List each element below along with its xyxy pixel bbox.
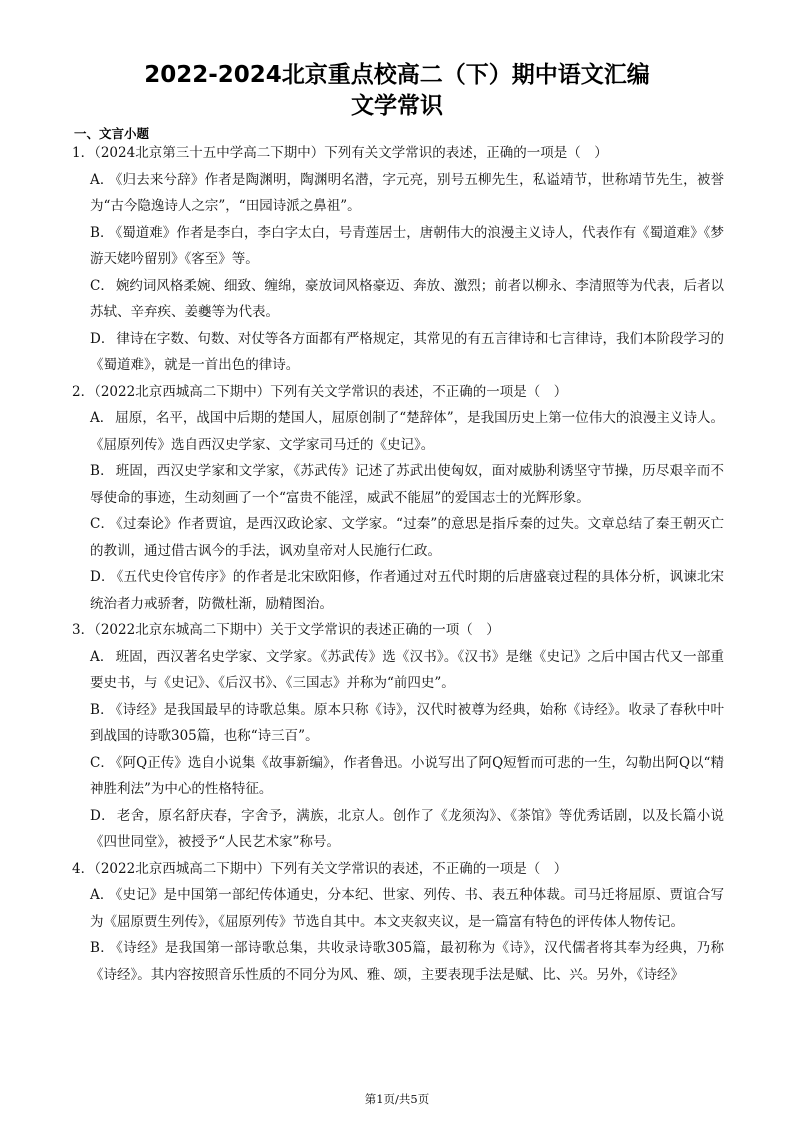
option-text: 《归去来兮辞》作者是陶渊明，陶渊明名潜，字元亮，别号五柳先生，私谥靖节，世称靖节先生，被誉为“古今隐逸诗人之宗”，“田园诗派之鼻祖”。 <box>90 171 725 214</box>
option-b <box>72 697 724 750</box>
option-text: 婉约词风格柔婉、细致、缠绵，豪放词风格豪迈、奔放、激烈；前者以柳永、李清照等为代表，后者以苏轼、辛弃疾、姜夔等为代表。 <box>90 277 724 320</box>
question-number: 3． <box>72 622 95 638</box>
option-text: 律诗在字数、句数、对仗等各方面都有严格规定，其常见的有五言律诗和七言律诗，我们本阶段学习的《蜀道难》，就是一首出色的律诗。 <box>90 330 725 373</box>
option-letter: C． <box>90 277 114 294</box>
option-letter: D． <box>90 330 115 347</box>
option-text: 屈原，名平，战国中后期的楚国人，屈原创制了“楚辞体”，是我国历史上第一位伟大的浪漫主义诗人。《屈原列传》选自西汉史学家、文学家司马迁的《史记》。 <box>90 410 724 453</box>
option-text: 《史记》是中国第一部纪传体通史，分本纪、世家、列传、书、表五种体裁。司马迁将屈原、贾谊合写为《屈原贾生列传》，《屈原列传》节选自其中。本文夹叙夹议，是一篇富有特色的评传体人物传记。 <box>90 887 725 930</box>
option-d <box>72 326 724 379</box>
option-letter: A． <box>90 171 114 188</box>
question-text: （2022北京东城高二下期中）关于文学常识的表述正确的一项（ ） <box>94 622 500 638</box>
option-d <box>72 564 724 617</box>
question-stem <box>72 856 724 883</box>
option-c <box>72 750 724 803</box>
question-text: （2022北京西城高二下期中）下列有关文学常识的表述，不正确的一项是（ ） <box>94 860 568 877</box>
question-text: （2022北京西城高二下期中）下列有关文学常识的表述，不正确的一项是（ ） <box>94 383 568 400</box>
question-1 <box>72 140 724 379</box>
option-text: 班固，西汉著名史学家、文学家。《苏武传》选《汉书》。《汉书》是继《史记》之后中国古代又一部重要史书，与《史记》、《后汉书》、《三国志》并称为“前四史”。 <box>90 648 725 691</box>
option-text: 老舍，原名舒庆春，字舍予，满族，北京人。创作了《龙须沟》、《茶馆》等优秀话剧，以及长篇小说《四世同堂》，被授予“人民艺术家”称号。 <box>90 807 724 850</box>
option-letter: D． <box>90 807 115 824</box>
option-letter: D． <box>90 569 115 585</box>
option-letter: A． <box>90 887 114 903</box>
question-number: 4． <box>72 860 95 877</box>
option-text: 《过秦论》作者贾谊，是西汉政论家、文学家。“过秦”的意思是指斥秦的过失。文章总结了秦王朝灭亡的教训，通过借古讽今的手法，讽劝皇帝对人民施行仁政。 <box>90 516 724 559</box>
option-text: 《阿Q正传》选自小说集《故事新编》，作者鲁迅。小说写出了阿Q短暂而可悲的一生，勾勒出阿Q以“精神胜利法”为中心的性格特征。 <box>90 754 724 797</box>
option-text: 《蜀道难》作者是李白，李白字太白，号青莲居士，唐朝伟大的浪漫主义诗人，代表作有《蜀道难》《梦游天姥吟留别》《客至》等。 <box>90 224 724 267</box>
option-c <box>72 511 724 564</box>
question-list <box>72 140 724 988</box>
option-a <box>72 167 724 220</box>
question-2 <box>72 379 724 618</box>
question-number: 1． <box>72 145 95 161</box>
option-b <box>72 220 724 273</box>
question-3 <box>72 617 724 856</box>
option-text: 班固，西汉史学家和文学家，《苏武传》记述了苏武出使匈奴，面对威胁利诱坚守节操，历尽艰辛而不辱使命的事迹，生动刻画了一个“富贵不能淫，威武不能屈”的爱国志士的光辉形象。 <box>90 463 725 506</box>
option-c <box>72 273 724 326</box>
question-stem <box>72 617 724 644</box>
option-letter: A． <box>90 648 114 665</box>
question-number: 2． <box>72 383 95 400</box>
question-text: （2024北京第三十五中学高二下期中）下列有关文学常识的表述，正确的一项是（ ） <box>94 145 608 161</box>
option-text: 《诗经》是我国第一部诗歌总集，共收录诗歌305篇，最初称为《诗》，汉代儒者将其奉为经典，乃称《诗经》。其内容按照音乐性质的不同分为风、雅、颂，主要表现手法是赋、比、兴。另外，《诗经》 <box>90 940 724 983</box>
section-heading: 一、文言小题 <box>74 126 150 141</box>
document-title: 2022-2024北京重点校高二（下）期中语文汇编 <box>144 62 650 88</box>
question-4 <box>72 856 724 989</box>
option-a <box>72 644 724 697</box>
option-text: 《五代史伶官传序》的作者是北宋欧阳修，作者通过对五代时期的后唐盛衰过程的具体分析，讽谏北宋统治者力戒骄奢，防微杜渐，励精图治。 <box>90 569 724 612</box>
option-letter: A． <box>90 410 114 426</box>
option-text: 《诗经》是我国最早的诗歌总集。原本只称《诗》，汉代时被尊为经典，始称《诗经》。收录了春秋中叶到战国的诗歌305篇，也称“诗三百”。 <box>90 701 725 744</box>
question-stem <box>72 140 724 167</box>
option-a <box>72 405 724 458</box>
option-letter: C． <box>90 516 115 532</box>
option-b <box>72 458 724 511</box>
option-d <box>72 803 724 856</box>
option-letter: B． <box>90 463 114 479</box>
option-letter: C． <box>90 754 114 771</box>
document-subtitle: 文学常识 <box>351 93 443 119</box>
option-a <box>72 882 724 935</box>
question-stem <box>72 379 724 406</box>
option-letter: B． <box>90 224 114 241</box>
page-footer: 第1页/共5页 <box>364 1092 430 1106</box>
option-letter: B． <box>90 940 115 956</box>
option-b <box>72 935 724 988</box>
option-letter: B． <box>90 701 114 718</box>
